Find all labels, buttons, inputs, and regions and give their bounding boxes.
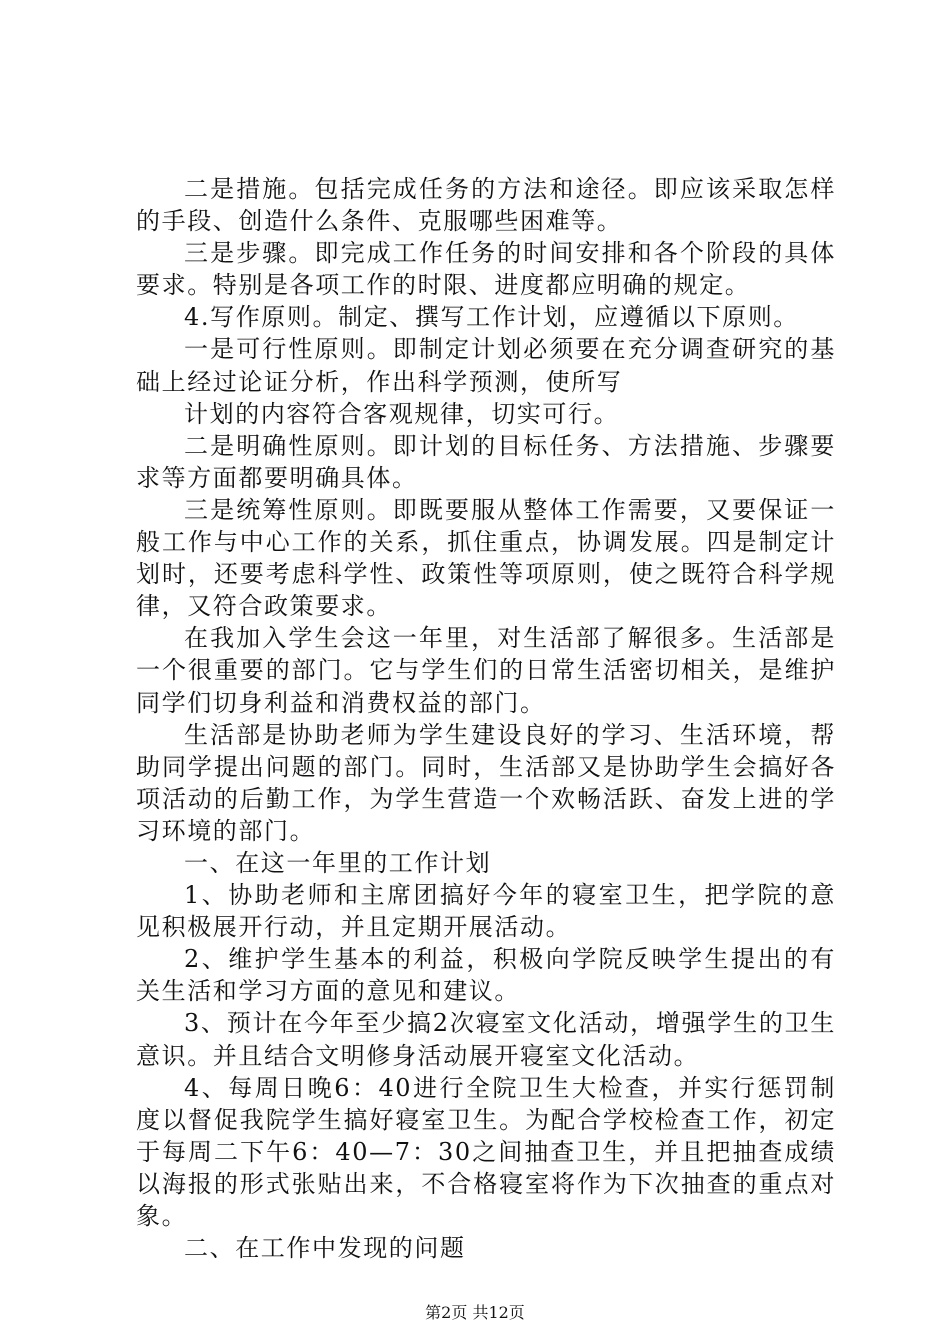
page-number-footer: 第2页 共12页 <box>425 1303 525 1322</box>
paragraph-measures: 二是措施。包括完成任务的方法和途径。即应该采取怎样的手段、创造什么条件、克服哪些困难等。 <box>136 175 836 236</box>
paragraph-overall-principle: 三是统筹性原则。即既要服从整体工作需要，又要保证一般工作与中心工作的关系，抓住重点，协调发展。四是制定计划时，还要考虑科学性、政策性等项原则，使之既符合科学规律，又符合政策要求。 <box>136 495 836 621</box>
list-item-plan-3: 3、预计在今年至少搞2次寝室文化活动，增强学生的卫生意识。并且结合文明修身活动展开寝室文化活动。 <box>136 1009 836 1070</box>
document-body <box>136 173 836 1264</box>
heading-work-plan: 一、在这一年里的工作计划 <box>184 848 492 877</box>
paragraph-writing-principles: 4.写作原则。制定、撰写工作计划，应遵循以下原则。 <box>184 303 799 332</box>
list-item-plan-4: 4、每周日晚6：40进行全院卫生大检查，并实行惩罚制度以督促我院学生搞好寝室卫生。为配合学校检查工作，初定于每周二下午6：40—7：30之间抽查卫生，并且把抽查成绩以海报的形式张贴出来，不合格寝室将作为下次抽查的重点对象。 <box>136 1073 836 1230</box>
paragraph-clarity-principle: 二是明确性原则。即计划的目标任务、方法措施、步骤要求等方面都要明确具体。 <box>136 431 836 492</box>
paragraph-feasibility-continued: 计划的内容符合客观规律，切实可行。 <box>184 399 620 428</box>
paragraph-steps: 三是步骤。即完成工作任务的时间安排和各个阶段的具体要求。特别是各项工作的时限、进度都应明确的规定。 <box>136 239 836 300</box>
paragraph-life-department: 生活部是协助老师为学生建设良好的学习、生活环境，帮助同学提出问题的部门。同时，生活部又是协助学生会搞好各项活动的后勤工作，为学生营造一个欢畅活跃、奋发上进的学习环境的部门。 <box>136 720 836 845</box>
list-item-plan-2: 2、维护学生基本的利益，积极向学院反映学生提出的有关生活和学习方面的意见和建议。 <box>136 945 836 1006</box>
heading-problems-found: 二、在工作中发现的问题 <box>184 1234 466 1263</box>
paragraph-student-union-intro: 在我加入学生会这一年里，对生活部了解很多。生活部是一个很重要的部门。它与学生们的日常生活密切相关，是维护同学们切身利益和消费权益的部门。 <box>136 624 836 717</box>
paragraph-feasibility-principle: 一是可行性原则。即制定计划必须要在充分调查研究的基础上经过论证分析，作出科学预测，使所写 <box>136 335 836 396</box>
list-item-plan-1: 1、协助老师和主席团搞好今年的寝室卫生，把学院的意见积极展开行动，并且定期开展活动。 <box>136 881 836 942</box>
